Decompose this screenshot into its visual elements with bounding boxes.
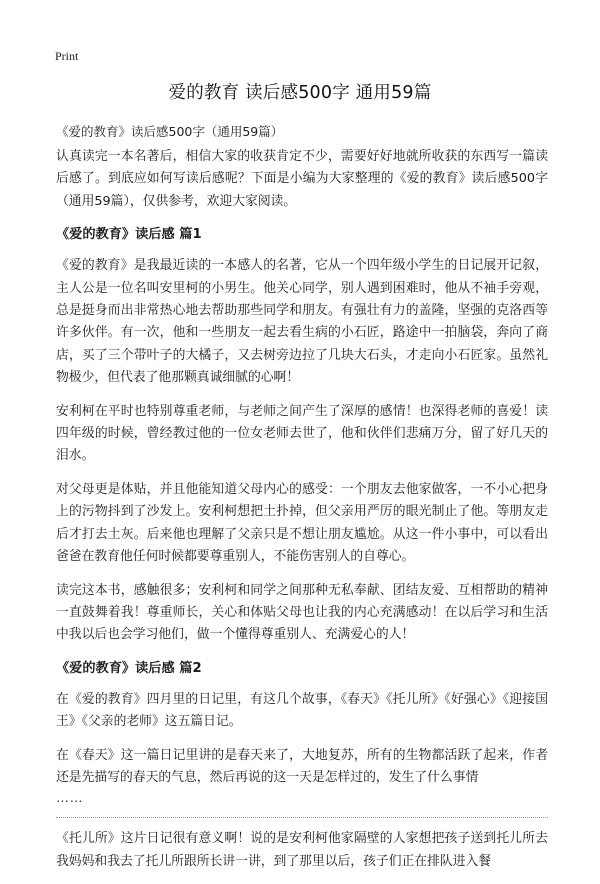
- section-divider: [56, 817, 548, 818]
- ellipsis: ……: [56, 791, 84, 807]
- intro-paragraph: 认真读完一本名著后，相信大家的收获肯定不少，需要好好地就所收获的东西写一篇读后感了。到底应如何写读后感呢？下面是小编为大家整理的《爱的教育》读后感500字（通用59篇），仅供参考，欢迎大家阅读。: [56, 149, 548, 209]
- page-subtitle: 《爱的教育》读后感500字（通用59篇）: [56, 124, 284, 139]
- body-paragraph: 安利柯在平时也特别尊重老师，与老师之间产生了深厚的感情！也深得老师的喜爱！读四年级的时候，曾经教过他的一位女老师去世了，他和伙伴们悲痛万分，留了好几天的泪水。: [56, 403, 548, 464]
- body-paragraph: 《托儿所》这片日记很有意义啊！说的是安利柯他家隔壁的人家想把孩子送到托儿所去我妈妈和我去了托儿所跟所长讲一讲，到了那里以后，孩子们正在排队进入餐: [56, 831, 548, 869]
- body-paragraph: 在《春天》这一篇日记里讲的是春天来了，大地复苏，所有的生物都活跃了起来，作者还是先描写的春天的气息，然后再说的这一天是怎样过的，发生了什么事情: [56, 747, 548, 785]
- article-body: [56, 146, 548, 884]
- section-heading: 《爱的教育》读后感 篇2: [56, 660, 202, 676]
- section-heading: 《爱的教育》读后感 篇1: [56, 227, 202, 243]
- body-paragraph: 在《爱的教育》四月里的日记里，有这几个故事，《春天》《托儿所》《好强心》《迎接国王》《父亲的老师》这五篇日记。: [56, 691, 548, 730]
- body-paragraph: 对父母更是体贴，并且他能知道父母内心的感受：一个朋友去他家做客，一不小心把身上的污物抖到了沙发上。安利柯想把土扑掉，但父亲用严厉的眼光制止了他。等朋友走后才打去土灰。后来他也理解了父亲只是不想让朋友尴尬。从这一件小事中，可以看出爸爸在教育他任何时候都要尊重别人，不能伤害别人的自尊心。: [56, 481, 548, 565]
- print-label[interactable]: Print: [55, 49, 79, 63]
- body-paragraph: 读完这本书，感触很多；安利柯和同学之间那种无私奉献、团结友爱、互相帮助的精神一直鼓舞着我！尊重师长，关心和体贴父母也让我的内心充满感动！在以后学习和生活中我以后也会学习他们，做一个懂得尊重别人、充满爱心的人！: [56, 582, 548, 643]
- body-paragraph: 《爱的教育》是我最近读的一本感人的名著，它从一个四年级小学生的日记展开记叙，主人公是一位名叫安里柯的小男生。他关心同学，别人遇到困难时，他从不袖手旁观，总是挺身而出非常热心地去帮助那些同学和朋友。有强壮有力的盖隆，坚强的克洛西等许多伙伴。有一次，他和一些朋友一起去看生病的小石匠，路途中一拍脑袋，奔向了商店，买了三个带叶子的大橘子，又去树旁边拉了几块大石头，才走向小石匠家。虽然礼物极少，但代表了他那颗真诚细腻的心啊！: [56, 258, 548, 386]
- page-title: 爱的教育 读后感500字 通用59篇: [168, 83, 432, 103]
